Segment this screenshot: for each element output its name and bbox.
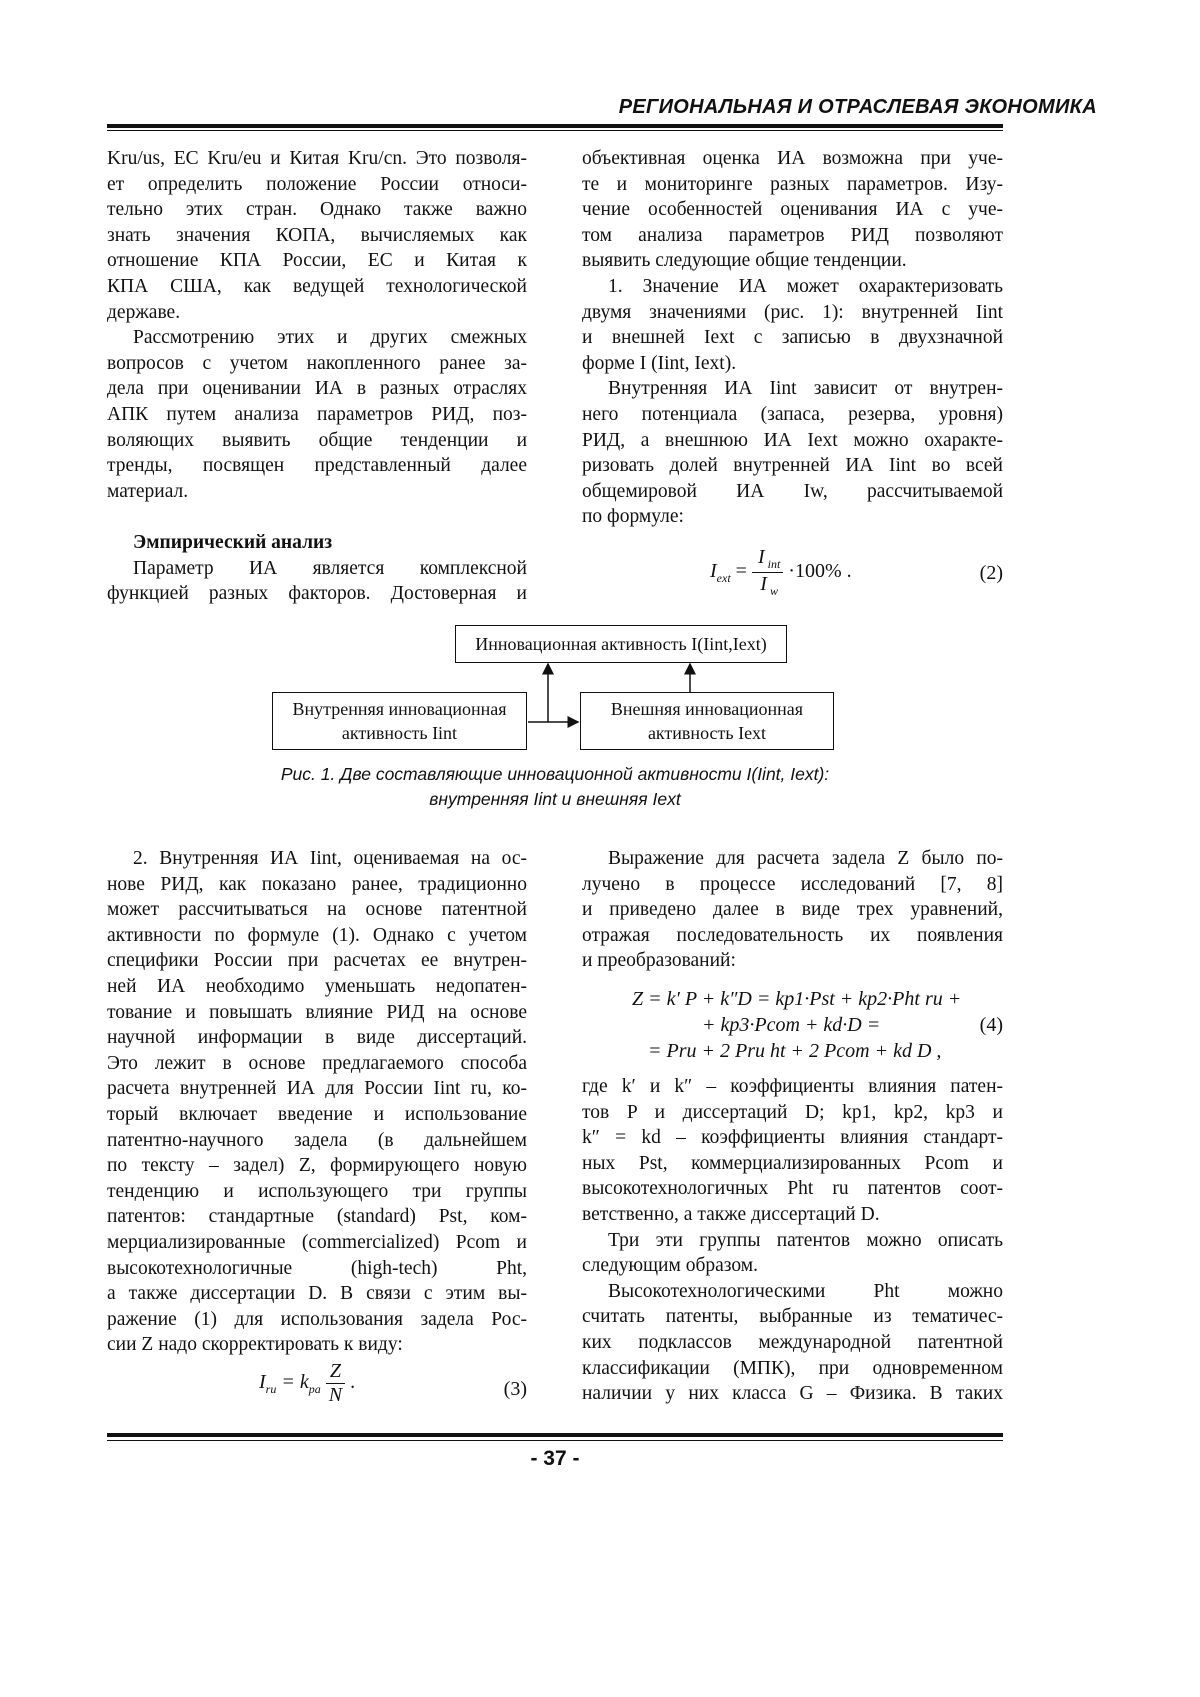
formula-2-num: I <box>755 546 768 568</box>
text-line: отношение КПА России, ЕС и Китая к <box>107 248 527 274</box>
text-line: РИД, а внешнюю ИА Iext можно охаракте- <box>582 428 1003 454</box>
text-line: КПА США, как ведущей технологической <box>107 274 527 300</box>
text-line: объективная оценка ИА возможна при уче- <box>582 146 1003 172</box>
text-line: активности по формуле (1). Однако с учетом <box>107 923 527 949</box>
formula-4-line3: = Pru + 2 Pru ht + 2 Pcom + kd D , <box>648 1038 941 1064</box>
formula-3-den: N <box>326 1384 345 1407</box>
text-line: Параметр ИА является комплексной <box>107 556 527 582</box>
text-line: ных Pst, коммерциализированных Pcom и <box>582 1151 1003 1177</box>
text-line: k″ = kd – коэффициенты влияния стандарт- <box>582 1125 1003 1151</box>
bottom-left-column <box>107 846 527 1358</box>
internal-box-line2: активность Iint <box>273 721 526 745</box>
text-line: считать патенты, выбранные из тематичес- <box>582 1304 1003 1330</box>
formula-3-tail: . <box>350 1371 355 1393</box>
formula-3-k-sub: pa <box>309 1382 321 1396</box>
text-line: следующим образом. <box>582 1253 1003 1279</box>
text-line: Это лежит в основе предлагаемого способа <box>107 1051 527 1077</box>
text-line: нове РИД, как показано ранее, традиционно <box>107 872 527 898</box>
formula-2-lhs-sub: ext <box>717 571 731 585</box>
text-line: и внешней Iext с записью в двухзначной <box>582 325 1003 351</box>
formula-4-number: (4) <box>980 1012 1003 1038</box>
text-line: чение особенностей оценивания ИА с уче- <box>582 197 1003 223</box>
text-line: функцией разных факторов. Достоверная и <box>107 581 527 607</box>
text-line: ких подклассов международной патентной <box>582 1330 1003 1356</box>
text-line: ветственно, а также диссертаций D. <box>582 1202 1003 1228</box>
text-line: 1. Значение ИА может охарактеризовать <box>582 274 1003 300</box>
text-line: знать значения КОПА, вычисляемых как <box>107 223 527 249</box>
text-line: те и мониторинге разных параметров. Изу- <box>582 172 1003 198</box>
figure-caption-line1: Рис. 1. Две составляющие инновационной активности I(Iint, Iext): <box>0 764 1110 785</box>
text-line: том анализа параметров РИД позволяют <box>582 223 1003 249</box>
text-line: материал. <box>107 479 527 505</box>
text-line: ней ИА необходимо уменьшать недопатен- <box>107 974 527 1000</box>
formula-3-number: (3) <box>504 1378 527 1401</box>
internal-box-line1: Внутренняя инновационная <box>273 697 526 721</box>
formula-3-k: = k <box>281 1371 308 1393</box>
text-line: форме I (Iint, Iext). <box>582 351 1003 377</box>
text-line: Выражение для расчета задела Z было по- <box>582 846 1003 872</box>
text-line: него потенциала (запаса, резерва, уровня) <box>582 402 1003 428</box>
text-line: вопросов с учетом накопленного ранее за- <box>107 351 527 377</box>
text-line: тренды, посвящен представленный далее <box>107 453 527 479</box>
text-line: ражение (1) для использования задела Рос- <box>107 1307 527 1333</box>
formula-3-num: Z <box>326 1360 345 1384</box>
formula-2: Iext = I int I w ·100% . (2) <box>582 540 1003 610</box>
text-line: АПК путем анализа параметров РИД, поз- <box>107 402 527 428</box>
text-line: расчета внутренней ИА для России Iint ru, ко- <box>107 1076 527 1102</box>
text-line: по формуле: <box>582 504 1003 530</box>
formula-4-line1: Z = k′ P + k″D = kp1·Pst + kp2·Pht ru + <box>632 986 961 1012</box>
text-line: и преобразований: <box>582 948 1003 974</box>
text-line: державе. <box>107 300 527 326</box>
external-box-line2: активность Iext <box>581 721 833 745</box>
text-line: наличии у них класса G – Физика. В таких <box>582 1381 1003 1407</box>
formula-3-lhs-sub: ru <box>266 1382 277 1396</box>
text-line: Внутренняя ИА Iint зависит от внутрен- <box>582 376 1003 402</box>
footer-rule-thin <box>107 1440 1003 1441</box>
text-line: двумя значениями (рис. 1): внутренней Iint <box>582 300 1003 326</box>
text-line: воляющих выявить общие тенденции и <box>107 428 527 454</box>
section-heading: Эмпирический анализ <box>107 530 527 556</box>
text-line: научной информации в виде диссертаций. <box>107 1025 527 1051</box>
text-line: ет определить положение России относи- <box>107 172 527 198</box>
text-line: 2. Внутренняя ИА Iint, оцениваемая на ос- <box>107 846 527 872</box>
formula-3 <box>107 1358 527 1418</box>
page-number: - 37 - <box>0 1447 1110 1471</box>
running-header: РЕГИОНАЛЬНАЯ И ОТРАСЛЕВАЯ ЭКОНОМИКА <box>619 96 1097 119</box>
external-box-line1: Внешняя инновационная <box>581 697 833 721</box>
text-line: тов P и диссертаций D; kp1, kp2, kp3 и <box>582 1100 1003 1126</box>
formula-2-number: (2) <box>980 562 1003 585</box>
bottom-right-column <box>582 846 1003 974</box>
text-line: Kru/us, ЕС Kru/eu и Китая Kru/cn. Это позволя- <box>107 146 527 172</box>
text-line: торый включает введение и использование <box>107 1102 527 1128</box>
text-line: где k′ и k″ – коэффициенты влияния патен- <box>582 1074 1003 1100</box>
formula-2-num-sub: int <box>768 557 781 571</box>
formula-4 <box>582 986 1003 1066</box>
text-line: высокотехнологичных Pht ru патентов соот- <box>582 1176 1003 1202</box>
figure-caption-line2: внутренняя Iint и внешняя Iext <box>0 789 1110 810</box>
diagram-box-innovation-activity: Инновационная активность I(Iint,Iext) <box>455 625 787 663</box>
diagram-arrows <box>0 0 1200 800</box>
formula-2-den-sub: w <box>770 584 778 598</box>
text-line: Рассмотрению этих и других смежных <box>107 325 527 351</box>
text-line: тельно этих стран. Однако также важно <box>107 197 527 223</box>
text-line: ризовать долей внутренней ИА Iint во всей <box>582 453 1003 479</box>
text-line: патентно-научного задела (в дальнейшем <box>107 1128 527 1154</box>
formula-2-lhs: I <box>710 560 717 582</box>
footer-rule <box>107 1433 1003 1437</box>
text-line: высокотехнологичные (high-tech) Pht, <box>107 1256 527 1282</box>
text-line: выявить следующие общие тенденции. <box>582 248 1003 274</box>
formula-3-lhs: I <box>259 1371 266 1393</box>
text-line: мерциализированные (commercialized) Pcom и <box>107 1230 527 1256</box>
text-line: по тексту – задел) Z, формирующего новую <box>107 1153 527 1179</box>
formula-4-line2: + kp3·Pcom + kd·D = <box>702 1012 880 1038</box>
formula-2-tail: ·100% . <box>788 560 851 582</box>
text-line: и приведено далее в виде трех уравнений, <box>582 897 1003 923</box>
text-line: специфики России при расчетах ее внутрен- <box>107 948 527 974</box>
text-line: общемировой ИА Iw, рассчитываемой <box>582 479 1003 505</box>
text-line: патентов: стандартные (standard) Pst, ком- <box>107 1204 527 1230</box>
formula-2-den: I <box>757 573 770 595</box>
text-line: Высокотехнологическими Pht можно <box>582 1279 1003 1305</box>
text-line: тование и повышать влияние РИД на основе <box>107 1000 527 1026</box>
text-line: отражая последовательность их появления <box>582 923 1003 949</box>
text-line: лучено в процессе исследований [7, 8] <box>582 872 1003 898</box>
bottom-right-column-continued <box>582 1074 1003 1407</box>
text-line: классификации (МПК), при одновременном <box>582 1356 1003 1382</box>
text-line: может рассчитываться на основе патентной <box>107 897 527 923</box>
text-line: сии Z надо скорректировать к виду: <box>107 1332 527 1358</box>
text-line: а также диссертации D. В связи с этим вы- <box>107 1281 527 1307</box>
text-line: тенденцию и использующего три группы <box>107 1179 527 1205</box>
text-line: дела при оценивании ИА в разных отраслях <box>107 376 527 402</box>
text-line: Три эти группы патентов можно описать <box>582 1228 1003 1254</box>
